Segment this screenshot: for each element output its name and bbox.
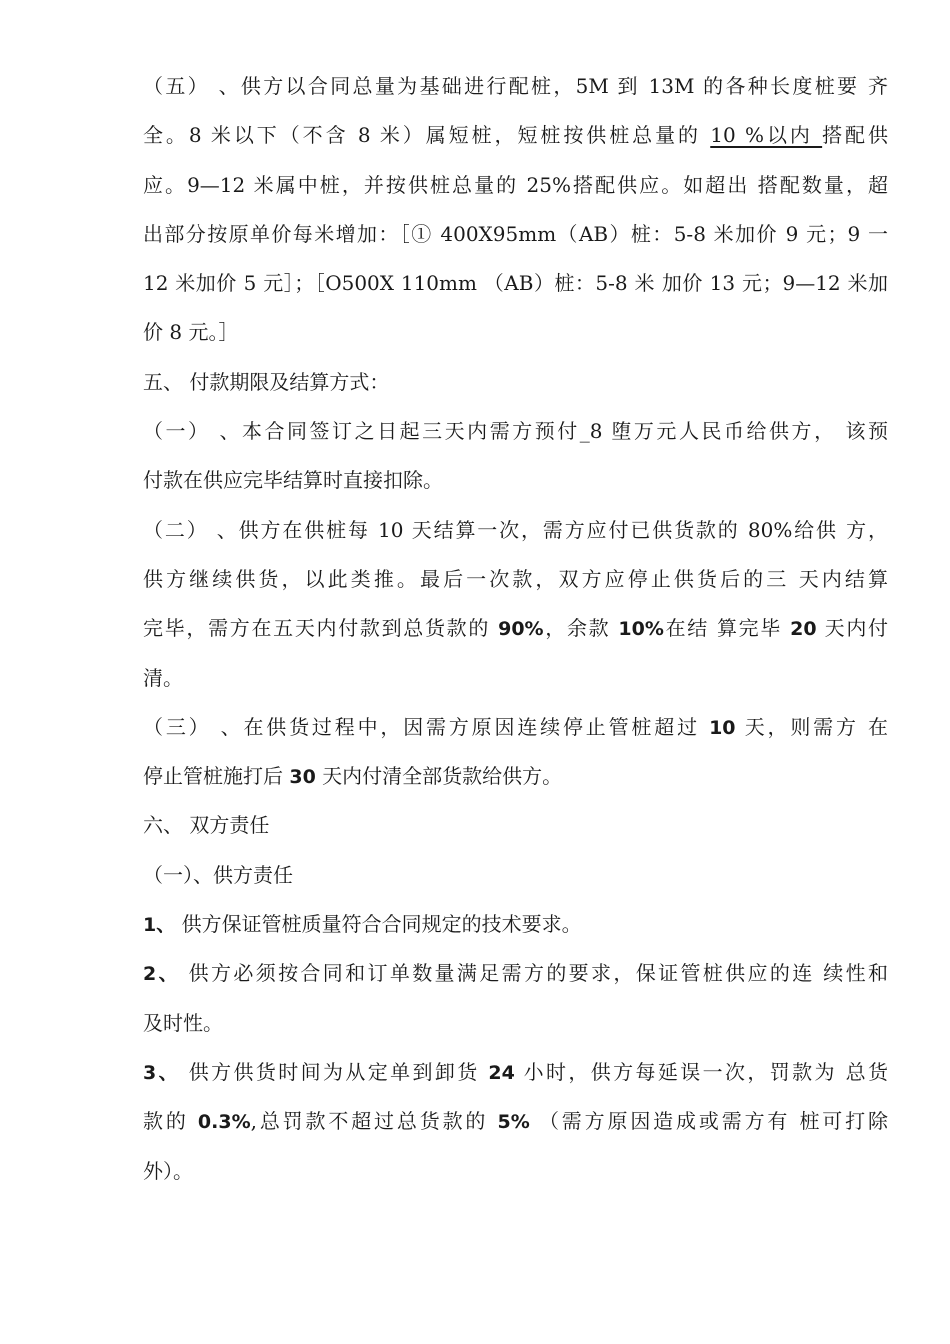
responsibility-3-line-1 (143, 1048, 888, 1097)
clause-5-5-line-4: 出部分按原单价每米增加：［① 400X95mm（AB）桩：5-8 米加价 9 元；9 一 (143, 221, 888, 246)
clause-text: 全。8 米以下（不含 8 米）属短桩，短桩按供桩总量的 (143, 123, 711, 148)
clause-text: 完毕，需方在五天内付款到总货款的 (143, 616, 499, 641)
clause-text: 款的 (143, 1109, 198, 1134)
section-heading-responsibilities: 六、 双方责任 (143, 813, 270, 838)
responsibility-1 (143, 900, 888, 949)
responsibility-2-line-2: 及时性。 (143, 1010, 223, 1035)
bold-number: 5% (497, 1111, 530, 1134)
bold-number: 10% (618, 618, 664, 641)
bold-number: 24 (488, 1061, 515, 1084)
bold-number: 90% (498, 618, 544, 641)
payment-2-line-2: 供方继续供货，以此类推。最后一次款，双方应停止供货后的三 天内结算 (143, 566, 888, 591)
item-number: 3、 (143, 1061, 180, 1084)
bold-number: 20 (790, 618, 817, 641)
payment-1-line-2: 付款在供应完毕结算时直接扣除。 (143, 468, 443, 493)
payment-3-line-2 (143, 752, 888, 801)
section-heading-payment: 五、 付款期限及结算方式： (143, 369, 390, 394)
contract-page (143, 62, 888, 1196)
clause-text: 供方保证管桩质量符合合同规定的技术要求。 (175, 912, 582, 937)
clause-5-5-line-2 (143, 111, 888, 160)
responsibility-3-line-2 (143, 1097, 888, 1146)
underlined-percentage: 10 %以内 (710, 123, 823, 148)
clause-text: （三） 、在供货过程中，因需方原因连续停止管桩超过 (143, 714, 710, 739)
bold-number: 0.3% (197, 1111, 251, 1134)
clause-text: ,总罚款不超过总货款的 (250, 1109, 498, 1134)
clause-text: 小时，供方每延误一次，罚款为 总货 (514, 1059, 888, 1084)
bold-number: 10 (709, 716, 736, 739)
clause-text: （需方原因造成或需方有 桩可打除 (529, 1109, 888, 1134)
clause-5-5-line-1: （五） 、供方以合同总量为基础进行配桩，5M 到 13M 的各种长度桩要 齐 (143, 74, 888, 98)
payment-2-line-1: （二） 、供方在供桩每 10 天结算一次，需方应付已供货款的 80%给供 方， (143, 517, 888, 542)
clause-text: 搭配供 (822, 123, 888, 148)
payment-3-line-1 (143, 703, 888, 752)
clause-text: ，余款 (543, 616, 619, 641)
clause-5-5-line-5: 12 米加价 5 元］；［O500X 110mm （AB）桩：5-8 米 加价 13 元；9—12 米加 (143, 271, 888, 296)
responsibility-3-line-3: 外）。 (143, 1158, 193, 1183)
item-number: 1、 (143, 914, 176, 937)
clause-text: 供方供货时间为从定单到卸货 (179, 1059, 489, 1084)
responsibility-2-line-1 (143, 949, 888, 998)
bold-number: 30 (289, 766, 316, 789)
clause-text: 天内付清全部货款给供方。 (315, 764, 563, 789)
payment-2-line-4: 清。 (143, 665, 183, 690)
clause-text: 天内付 (816, 616, 888, 641)
subheading-supplier-responsibilities: （一）、供方责任 (143, 862, 293, 887)
clause-text: 停止管桩施打后 (143, 764, 290, 789)
clause-5-5-line-3: 应。9—12 米属中桩，并按供桩总量的 25%搭配供应。如超出 搭配数量，超 (143, 172, 888, 197)
clause-text: 天，则需方 在 (735, 714, 888, 739)
payment-2-line-3 (143, 604, 888, 653)
clause-text: 供方必须按合同和订单数量满足需方的要求，保证管桩供应的连 续性和 (179, 961, 888, 986)
clause-5-5-line-6: 价 8 元。］ (143, 320, 239, 345)
payment-1-line-1: （一） 、本合同签订之日起三天内需方预付_8 堕万元人民币给供方， 该预 (143, 419, 888, 444)
clause-text: 在结 算完毕 (663, 616, 791, 641)
item-number: 2、 (143, 963, 180, 986)
